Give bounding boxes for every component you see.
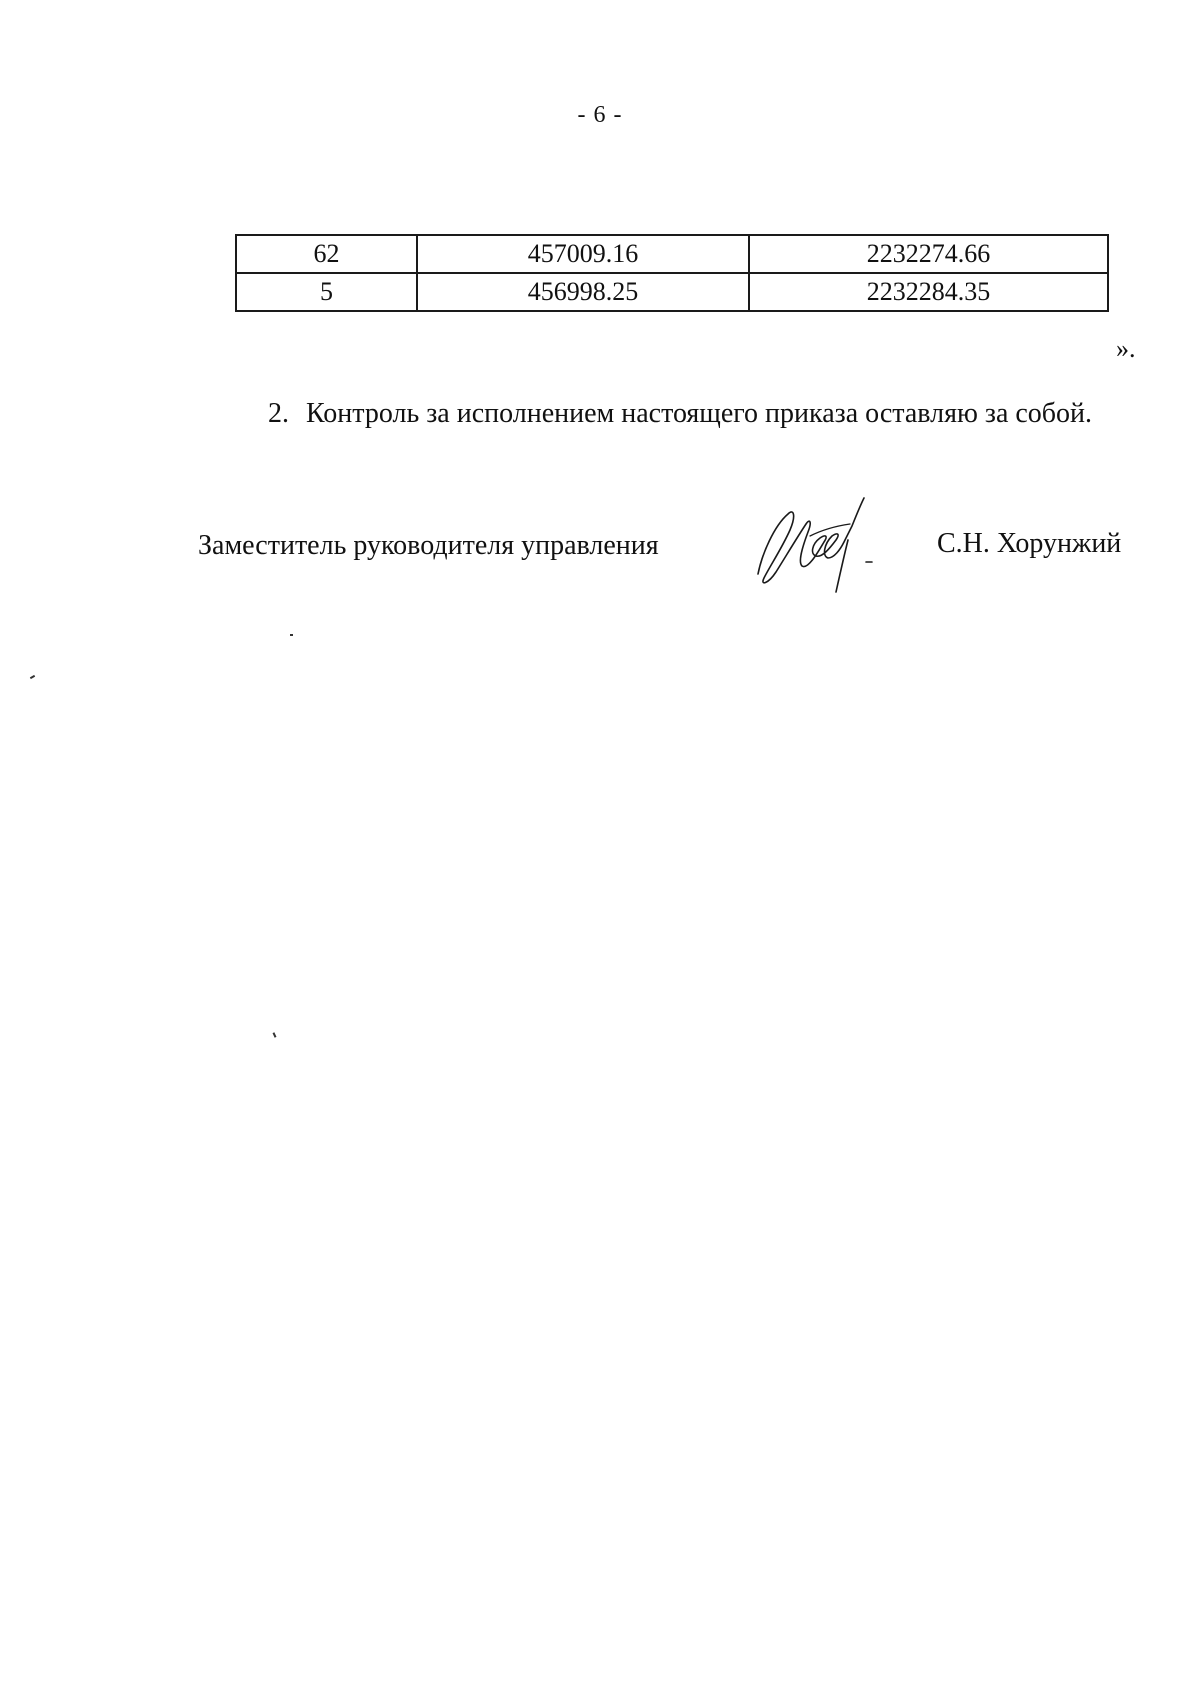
clause-2 [268,398,1092,430]
signatory-title: Заместитель руководителя управления [198,530,659,561]
handwritten-signature [752,496,892,596]
signatory-name: С.Н. Хорунжий [937,528,1122,559]
closing-quote: ». [1116,334,1136,363]
point-number-cell: 62 [236,235,417,273]
table-row [236,273,1108,311]
y-coordinate-cell: 2232284.35 [749,273,1108,311]
table-row [236,235,1108,273]
coordinates-table [235,234,1109,312]
page-number: - 6 - [577,102,623,128]
clause-text: Контроль за исполнением настоящего приказа оставляю за собой. [306,398,1093,429]
y-coordinate-cell: 2232274.66 [749,235,1108,273]
scan-speck [30,675,35,679]
scan-speck [273,1032,277,1037]
clause-number: 2. [268,398,289,429]
x-coordinate-cell: 456998.25 [417,273,749,311]
point-number-cell: 5 [236,273,417,311]
x-coordinate-cell: 457009.16 [417,235,749,273]
scan-speck [290,634,293,636]
